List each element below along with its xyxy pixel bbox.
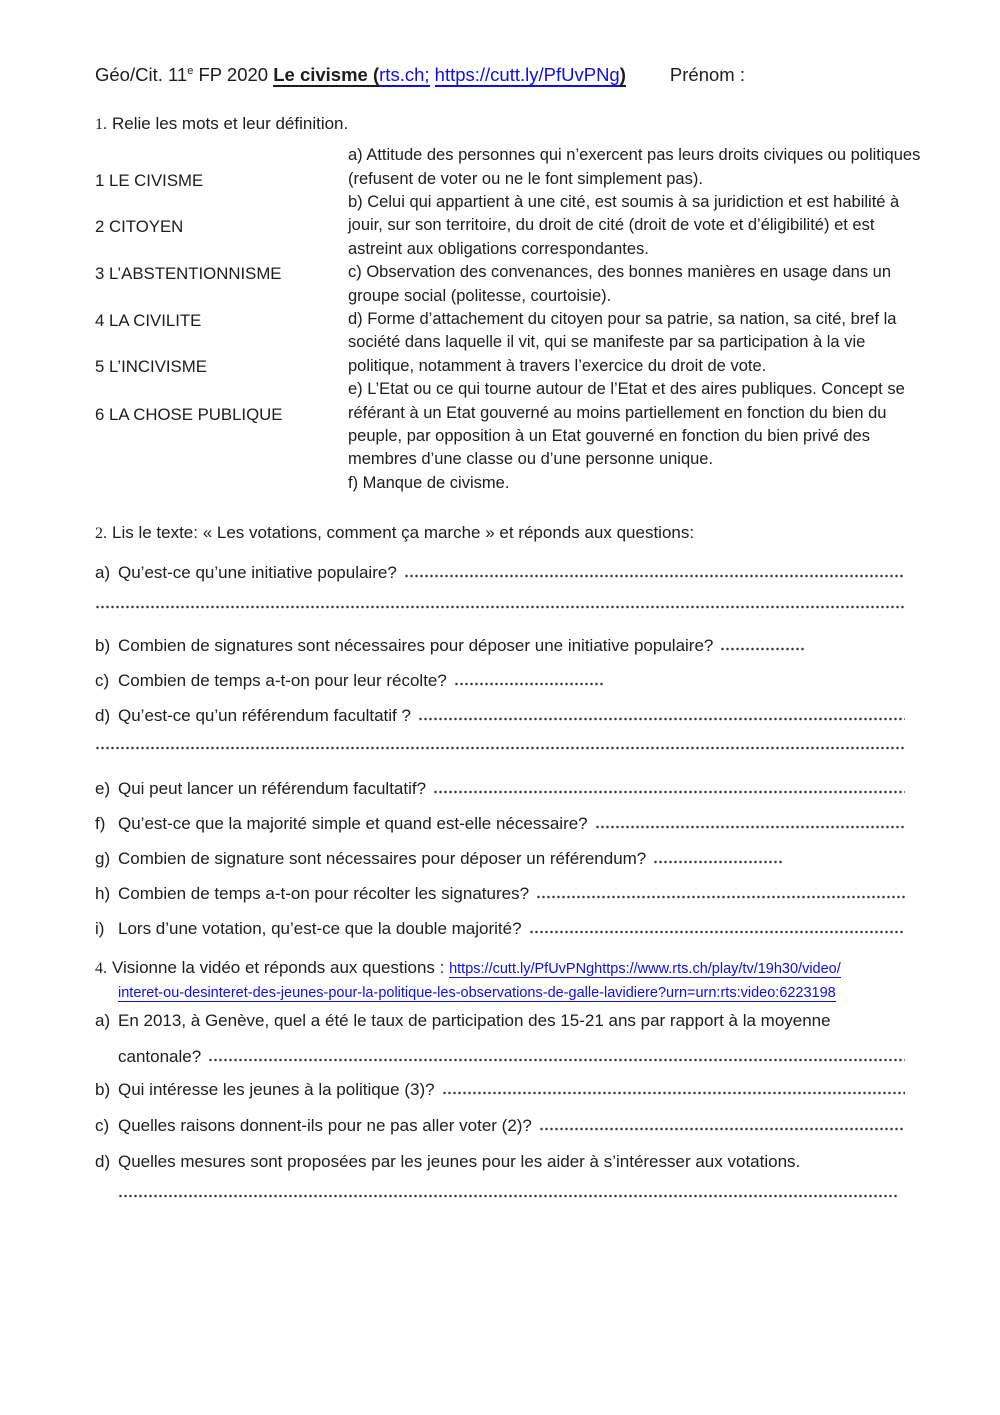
section2-number: 2. — [95, 525, 107, 543]
question-text: Lors d’une votation, qu’est-ce que la double majorité? — [118, 919, 522, 939]
section4-heading — [95, 956, 905, 981]
answer-line — [95, 743, 905, 751]
question-label: f) — [95, 814, 106, 834]
answer-line — [536, 882, 905, 905]
question-label: b) — [95, 1080, 111, 1100]
question-row-2f — [95, 812, 905, 835]
question-row-2d — [95, 704, 905, 727]
answer-line — [595, 812, 905, 835]
question-row-4a — [95, 1009, 905, 1032]
match-definitions — [348, 144, 921, 495]
section4-title: Visionne la vidéo et réponds aux questions : — [112, 958, 445, 978]
question-label: d) — [95, 706, 111, 726]
section1-number: 1. — [95, 116, 107, 134]
answer-line — [720, 634, 805, 657]
rts-link[interactable]: rts.ch; — [379, 64, 430, 86]
match-term-abstentionnisme: 3 L’ABSTENTIONNISME — [95, 264, 282, 284]
question-text: Qui peut lancer un référendum facultatif? — [118, 779, 427, 799]
answer-line — [433, 777, 905, 800]
answer-line — [418, 704, 905, 727]
answer-line — [404, 561, 905, 584]
question-row-4a-line2 — [95, 1045, 905, 1068]
question-label: c) — [95, 1116, 110, 1136]
question-text: Qu’est-ce qu’une initiative populaire? — [118, 563, 397, 583]
question-text: Qu’est-ce que la majorité simple et quand est-elle nécessaire? — [118, 814, 588, 834]
question-row-2e — [95, 777, 905, 800]
section2-heading — [95, 521, 905, 545]
video-link-wrap — [95, 981, 905, 1005]
question-row-2g — [95, 847, 905, 870]
question-label: i) — [95, 919, 105, 939]
worksheet-header — [95, 58, 905, 88]
question-label: c) — [95, 671, 110, 691]
question-text: Combien de temps a-t-on pour récolter les signatures? — [118, 884, 530, 904]
question-label: e) — [95, 779, 111, 799]
match-definition-c: c) Observation des convenances, des bonnes manières en usage dans un groupe social (politesse, courtoisie). — [348, 263, 892, 305]
question-label: a) — [95, 563, 111, 583]
answer-line — [118, 1191, 898, 1199]
answer-line — [208, 1045, 905, 1068]
question-text: Quelles raisons donnent-ils pour ne pas aller voter (2)? — [118, 1116, 532, 1136]
match-definition-b: b) Celui qui appartient à une cité, est soumis à sa juridiction et est habilité à jouir, sur son territoire, du droit de cité (droit de vote et d’éligibilité) et est astreint aux obligations correspondantes. — [348, 192, 900, 258]
match-definition-f: f) Manque de civisme. — [348, 473, 510, 492]
worksheet-title-close: ) — [619, 64, 626, 86]
answer-line — [442, 1078, 905, 1101]
answer-line — [539, 1114, 905, 1137]
section4-number: 4. — [95, 960, 107, 978]
question-row-2a — [95, 561, 905, 584]
match-definition-e: e) L’Etat ou ce qui tourne autour de l’Etat et des aires publiques. Concept se référant à un Etat gouverné au moins partiellement en fonction du bien du peuple, par opposition à un Etat gouverné en fonction du bien privé des membres d’une classe ou d’une personne unique. — [348, 380, 905, 469]
question-label: d) — [95, 1152, 111, 1172]
match-term-citoyen: 2 CITOYEN — [95, 217, 184, 237]
question-label: a) — [95, 1011, 111, 1031]
worksheet-title: Le civisme ( — [273, 64, 380, 86]
question-row-2c — [95, 669, 905, 692]
question-text: Combien de signature sont nécessaires pour déposer un référendum? — [118, 849, 647, 869]
question-text: Quelles mesures sont proposées par les jeunes pour les aider à s’intéresser aux votations. — [118, 1152, 801, 1172]
question-text: Qu’est-ce qu’un référendum facultatif ? — [118, 706, 411, 726]
match-term-civisme: 1 LE CIVISME — [95, 171, 204, 191]
answer-line — [653, 847, 783, 870]
video-link-line2[interactable]: interet-ou-desinteret-des-jeunes-pour-la-politique-les-observations-de-galle-lavidiere?urn=urn:rts:video:6223198 — [118, 985, 836, 1002]
video-link-line1[interactable]: https://cutt.ly/PfUvPNghttps://www.rts.ch/play/tv/19h30/video/ — [449, 961, 841, 978]
question-row-2h — [95, 882, 905, 905]
matching-exercise — [95, 144, 921, 495]
answer-line — [454, 669, 604, 692]
question-row-2i — [95, 917, 905, 940]
section2-title: Lis le texte: « Les votations, comment ça marche » et réponds aux questions: — [112, 523, 695, 543]
match-definition-d: d) Forme d’attachement du citoyen pour sa patrie, sa nation, sa cité, bref la société dans laquelle il vit, qui se manifeste par sa participation à la vie politique, notamment à travers l’exercice du droit de vote. — [348, 310, 897, 375]
question-row-4d — [95, 1150, 905, 1173]
section1-heading — [95, 112, 905, 136]
question-text: En 2013, à Genève, quel a été le taux de participation des 15-21 ans par rapport à la moyenne — [118, 1011, 831, 1031]
match-term-civilite: 4 LA CIVILITE — [95, 311, 202, 331]
answer-line — [95, 602, 905, 610]
answer-line — [529, 917, 905, 940]
cutt-short-link[interactable]: https://cutt.ly/PfUvPNg — [434, 64, 620, 86]
question-label: h) — [95, 884, 111, 904]
name-field-label: Prénom : — [669, 64, 745, 86]
section1-title: Relie les mots et leur définition. — [112, 114, 349, 134]
question-row-2b — [95, 634, 905, 657]
question-text: Combien de temps a-t-on pour leur récolte? — [118, 671, 447, 691]
question-text: cantonale? — [118, 1047, 202, 1067]
question-label: g) — [95, 849, 111, 869]
match-definition-a: a) Attitude des personnes qui n’exercent pas leurs droits civiques ou politiques (refusent de voter ou ne le font simplement pas). — [348, 146, 921, 188]
question-row-4b — [95, 1078, 905, 1101]
match-term-chose-publique: 6 LA CHOSE PUBLIQUE — [95, 405, 283, 425]
question-text: Combien de signatures sont nécessaires pour déposer une initiative populaire? — [118, 636, 714, 656]
course-superscript: e — [187, 65, 194, 77]
question-label: b) — [95, 636, 111, 656]
match-term-incivisme: 5 L’INCIVISME — [95, 357, 207, 377]
course-label: Géo/Cit. 11e FP 2020 — [95, 64, 274, 86]
question-text: Qui intéresse les jeunes à la politique (3)? — [118, 1080, 435, 1100]
question-row-4c — [95, 1114, 905, 1137]
